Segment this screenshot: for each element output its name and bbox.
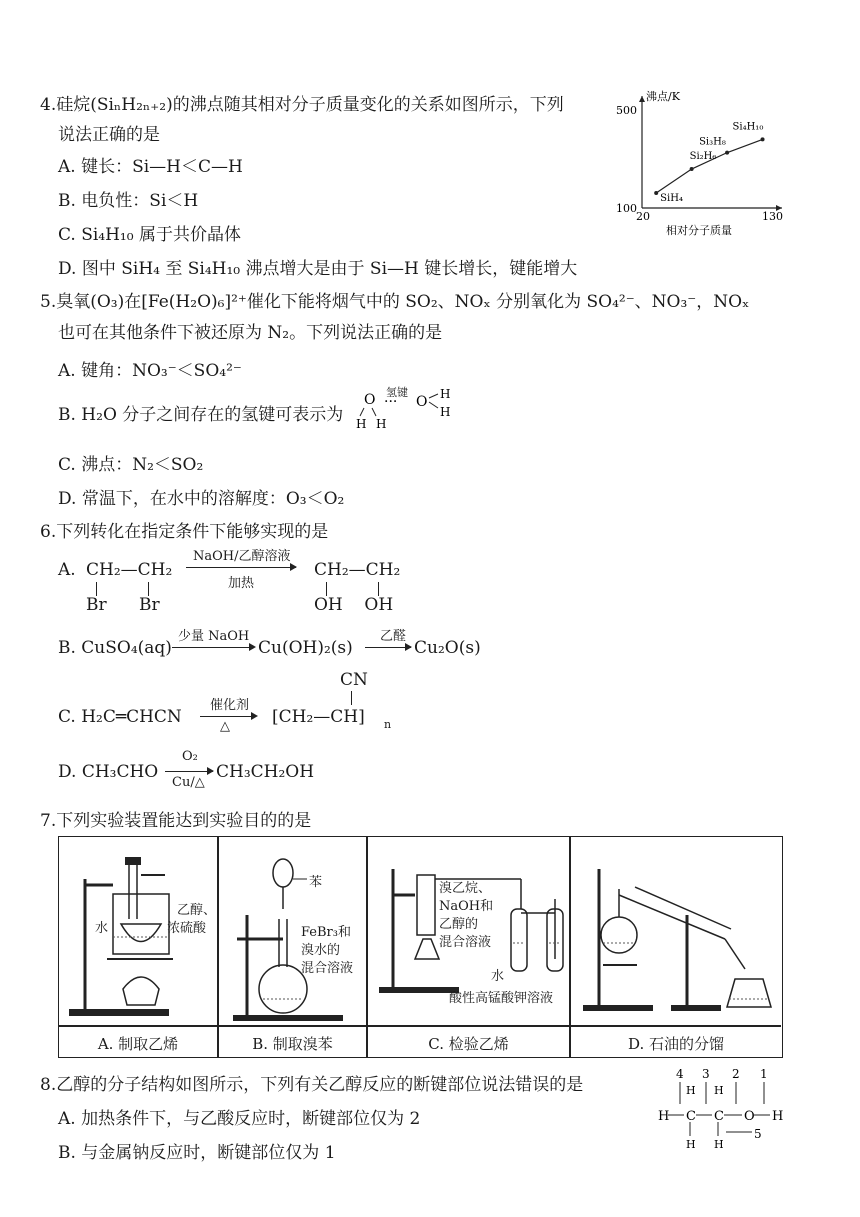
point-label-3: Si₄H₁₀ — [732, 121, 764, 133]
apparatus-a-water: 水 — [95, 921, 109, 936]
apparatus-c-water: 水 — [491, 969, 505, 984]
apparatus-c-kmno4: 酸性高锰酸钾溶液 — [449, 991, 554, 1006]
point-label-1: Si₂H₆ — [689, 151, 717, 163]
q7-stem: 7.下列实验装置能达到实验目的的是 — [40, 811, 312, 831]
bond-num-4: 4 — [676, 1067, 684, 1081]
atom-h-end: H — [772, 1109, 784, 1124]
boiling-point-chart — [612, 86, 792, 236]
q6-c-polymer-n: n — [384, 718, 392, 731]
q6-a-prefix: A. — [58, 560, 76, 580]
svg-text:O: O — [416, 394, 428, 410]
q6-a-reactant: CH₂—CH₂ — [86, 560, 173, 580]
apparatus-b-benzene: 苯 — [309, 875, 323, 890]
point-label-2: Si₃H₈ — [699, 136, 726, 148]
svg-text:···: ··· — [384, 394, 398, 410]
caption-b: B. 制取溴苯 — [252, 1035, 333, 1053]
q4-option-d: D. 图中 SiH₄ 至 Si₄H₁₀ 沸点增大是由于 Si—H 键长增长，键能增大 — [58, 259, 578, 279]
y-tick-500: 500 — [616, 104, 637, 117]
x-axis-label: 相对分子质量 — [666, 224, 732, 236]
x-tick-20: 20 — [636, 210, 650, 223]
q5-option-b: B. H₂O 分子之间存在的氢键可表示为 — [58, 405, 344, 425]
bond-num-2: 2 — [732, 1067, 740, 1081]
q5-option-d: D. 常温下，在水中的溶解度：O₃＜O₂ — [58, 489, 345, 509]
q4-option-c: C. Si₄H₁₀ 属于共价晶体 — [58, 225, 241, 245]
svg-text:H: H — [440, 387, 451, 401]
q6-a-condition-bottom: 加热 — [228, 576, 255, 591]
caption-d: D. 石油的分馏 — [627, 1035, 725, 1053]
bond-num-5: 5 — [754, 1127, 762, 1141]
apparatus-c-mix-2: NaOH和 — [439, 899, 494, 914]
q5-option-a: A. 键角：NO₃⁻＜SO₄²⁻ — [58, 361, 242, 381]
q5-stem-2: 也可在其他条件下被还原为 N₂。下列说法正确的是 — [58, 323, 443, 343]
apparatus-d-drawing — [575, 839, 779, 1023]
q4-option-a: A. 键长：Si—H＜C—H — [58, 157, 243, 177]
q8-option-b: B. 与金属钠反应时，断键部位仅为 1 — [58, 1143, 336, 1163]
svg-text:O: O — [364, 392, 376, 408]
caption-a: A. 制取乙烯 — [97, 1035, 179, 1053]
q5-stem: 5.臭氧(O₃)在[Fe(H₂O)₆]²⁺催化下能将烟气中的 SO₂、NOₓ 分别氧化为 SO₄²⁻、NO₃⁻，NOₓ — [40, 292, 750, 312]
caption-c: C. 检验乙烯 — [428, 1035, 509, 1053]
data-point-3 — [761, 137, 765, 141]
apparatus-table — [58, 836, 783, 1058]
apparatus-b-mix-1: FeBr₃和 — [301, 925, 351, 940]
q4-stem: 4.硅烷(SiₙH₂ₙ₊₂)的沸点随其相对分子质量变化的关系如图所示，下列 — [40, 95, 564, 115]
q6-c-cn: CN — [340, 670, 368, 690]
q6-c-condition-bottom: △ — [220, 719, 230, 734]
q6-b-intermediate: Cu(OH)₂(s) — [258, 638, 353, 658]
q5-option-c: C. 沸点：N₂＜SO₂ — [58, 455, 204, 475]
atom-h-top2: H — [714, 1084, 724, 1097]
q6-stem: 6.下列转化在指定条件下能够实现的是 — [40, 522, 329, 542]
svg-text:H: H — [356, 417, 367, 431]
atom-h-bot1: H — [686, 1138, 696, 1151]
q6-b-condition-1: 少量 NaOH — [178, 629, 250, 644]
bond-num-3: 3 — [702, 1067, 710, 1081]
q6-a-product-sub: OH OH — [314, 595, 394, 615]
atom-c2: C — [714, 1109, 724, 1124]
ethanol-structure — [656, 1064, 796, 1160]
x-tick-130: 130 — [762, 210, 783, 223]
q6-a-product: CH₂—CH₂ — [314, 560, 401, 580]
q6-b-product: Cu₂O(s) — [414, 638, 481, 658]
atom-h-bot2: H — [714, 1138, 724, 1151]
hydrogen-bond-label: 氢键 — [386, 386, 408, 399]
q4-option-b: B. 电负性：Si＜H — [58, 191, 199, 211]
apparatus-b-mix-3: 混合溶液 — [301, 961, 354, 976]
point-label-0: SiH₄ — [660, 193, 683, 205]
apparatus-a-reagent-2: 浓硫酸 — [167, 921, 207, 936]
atom-h: H — [658, 1109, 670, 1124]
atom-h-top1: H — [686, 1084, 696, 1097]
q6-c-condition-top: 催化剂 — [210, 698, 250, 713]
bond-num-1: 1 — [760, 1067, 768, 1081]
apparatus-c-mix-3: 乙醇的 — [439, 917, 479, 932]
q6-b-reactant: B. CuSO₄(aq) — [58, 638, 172, 658]
q6-d-condition-top: O₂ — [182, 749, 198, 764]
q6-d-product: CH₃CH₂OH — [216, 762, 315, 782]
apparatus-b-mix-2: 溴水的 — [301, 943, 341, 958]
svg-text:H: H — [376, 417, 387, 431]
atom-c1: C — [686, 1109, 696, 1124]
apparatus-c-mix-4: 混合溶液 — [439, 935, 492, 950]
apparatus-c-mix-1: 溴乙烷、 — [439, 881, 492, 896]
data-point-2 — [725, 151, 729, 155]
svg-text:H: H — [440, 405, 451, 419]
q6-d-condition-bottom: Cu/△ — [172, 775, 205, 790]
q4-stem-2: 说法正确的是 — [58, 125, 160, 145]
q8-stem: 8.乙醇的分子结构如图所示，下列有关乙醇反应的断键部位说法错误的是 — [40, 1075, 584, 1095]
q6-c-reactant: C. H₂C═CHCN — [58, 707, 182, 727]
y-tick-100: 100 — [616, 202, 637, 215]
q6-a-arrow — [186, 567, 296, 568]
y-axis-label: 沸点/K — [646, 90, 680, 103]
q6-c-polymer: [CH₂—CH] — [272, 707, 365, 727]
q6-a-condition-top: NaOH/乙醇溶液 — [193, 549, 291, 564]
q6-a-reactant-sub: Br Br — [86, 595, 160, 615]
y-axis-arrow — [639, 96, 645, 102]
q8-option-a: A. 加热条件下，与乙酸反应时，断键部位仅为 2 — [58, 1109, 421, 1129]
atom-o: O — [744, 1109, 755, 1124]
q6-d-reactant: D. CH₃CHO — [58, 762, 159, 782]
data-point-1 — [690, 167, 694, 171]
data-point-0 — [654, 191, 658, 195]
q6-b-condition-2: 乙醛 — [380, 629, 407, 644]
apparatus-a-reagent-1: 乙醇、 — [177, 903, 217, 918]
